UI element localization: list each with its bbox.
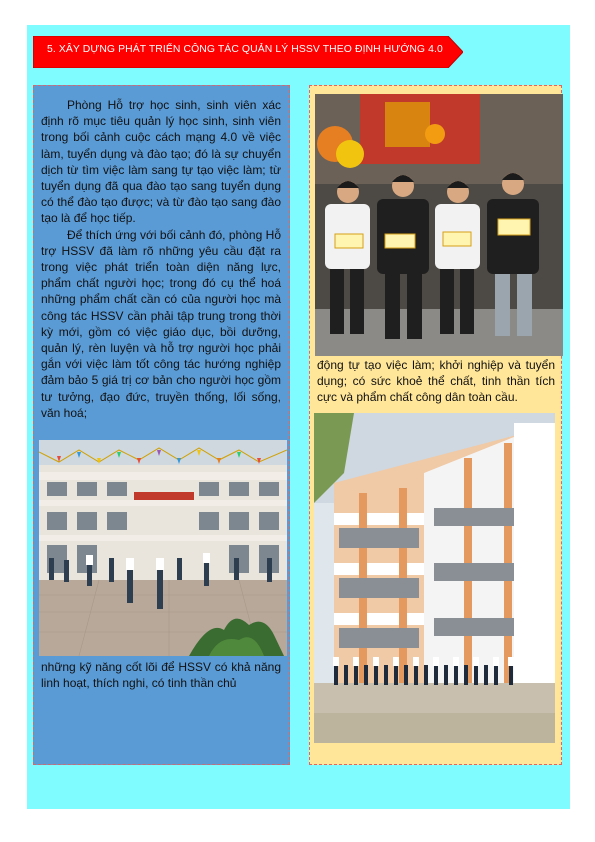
left-continuation-text <box>41 659 281 691</box>
left-text-block <box>41 97 281 421</box>
award-ceremony-photo <box>315 94 563 356</box>
section-banner <box>33 36 463 68</box>
section-title: 5. XÂY DỰNG PHÁT TRIỂN CÔNG TÁC QUẢN LÝ HSSV THEO ĐỊNH HƯỚNG 4.0 <box>47 44 443 55</box>
paragraph-continuation: những kỹ năng cốt lõi để HSSV có khả năng linh hoạt, thích nghi, có tinh thần chủ <box>41 660 281 691</box>
school-building-photo <box>314 413 555 743</box>
right-continuation-text <box>317 357 555 406</box>
paragraph-right-continuation: động tự tạo việc làm; khởi nghiệp và tuyển dụng; có sức khoẻ thể chất, tinh thần tích cực và phẩm chất công dân toàn cầu. <box>317 358 555 405</box>
paragraph-context: Để thích ứng với bối cảnh đó, phòng Hỗ trợ HSSV đã làm rõ những yêu cầu đặt ra trong việc phát triển toàn diện năng lực, phẩm chất người học; trong đó cụ thể hoá những phẩm chất cần có của người học mà công tác HSSV cần phải tập trung trong thời kỳ mới, gồm có việc giáo dục, bồi dưỡng, quản lý, rèn luyện và hỗ trợ người học phải gắn với việc làm tốt công tác hướng nghiệp đảm bảo 5 giá trị cơ bản cho người học gồm tư tưởng, đạo đức, truyền thống, lối sống, văn hoá; <box>41 227 281 420</box>
paragraph-intro: Phòng Hỗ trợ học sinh, sinh viên xác định rõ mục tiêu quản lý học sinh, sinh viên trong bối cảnh cuộc cách mạng 4.0 về việc làm, tuyển dụng và đào tạo; đó là sự chuyển dịch từ tìm việc làm sang tự tạo việc làm; từ tuyển dụng đã qua đào tạo sang tuyển dụng có thể đào tạo được; và từ đào tạo sang đào tạo là để học tiếp. <box>41 98 281 226</box>
school-courtyard-photo <box>39 440 287 656</box>
